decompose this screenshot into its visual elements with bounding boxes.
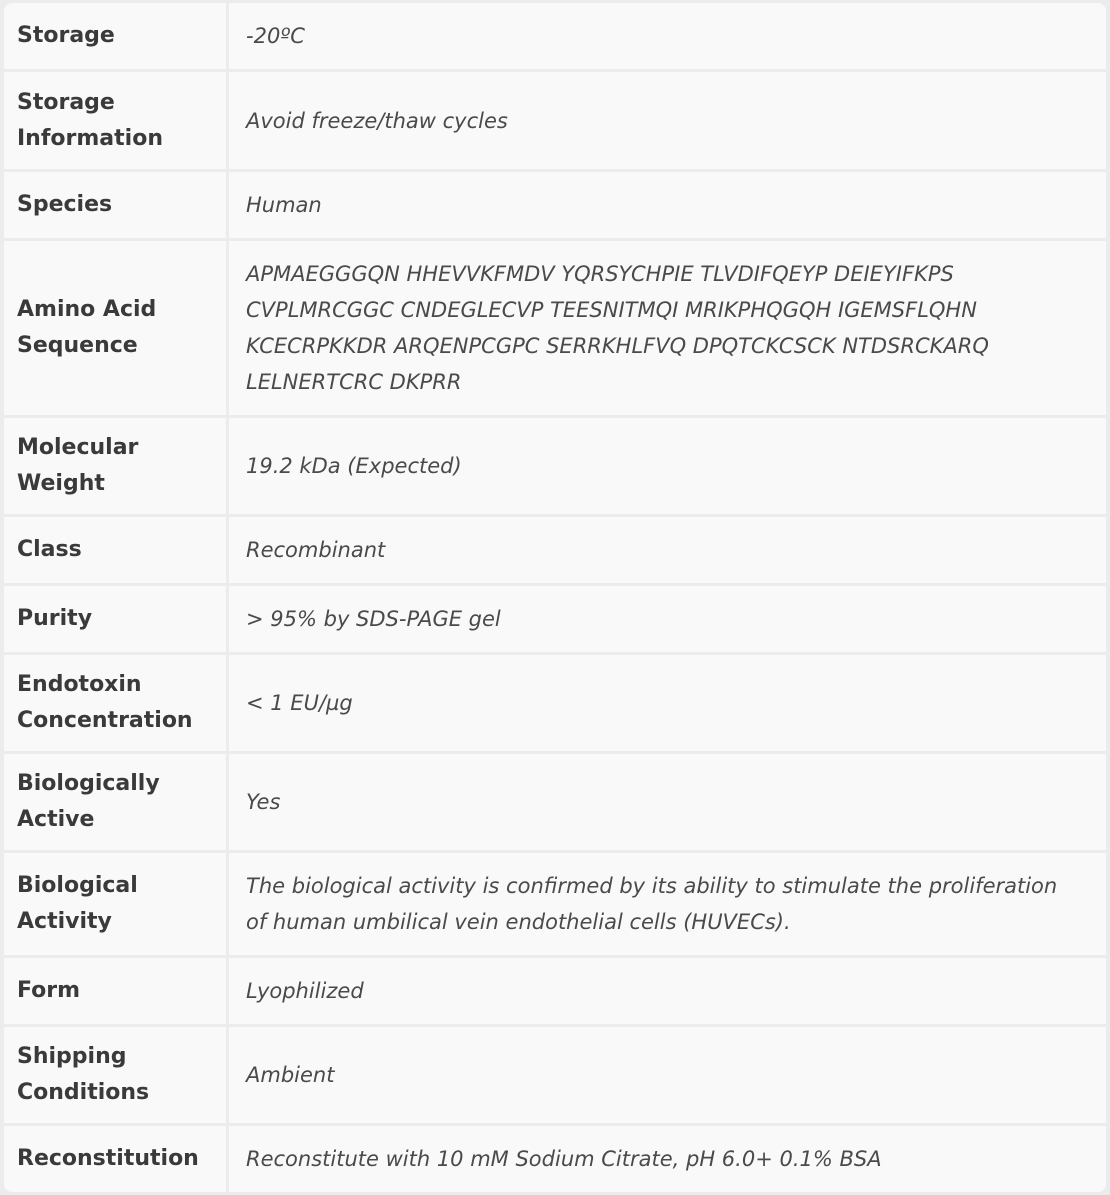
spec-value: > 95% by SDS-PAGE gel [229,586,1106,652]
spec-row-biologically-active [4,754,1106,850]
spec-row-purity [4,586,1106,652]
spec-value: 19.2 kDa (Expected) [229,418,1106,514]
spec-row-storage-information [4,72,1106,169]
spec-row-class [4,517,1106,583]
spec-label: Reconstitution [4,1126,229,1192]
spec-label: Class [4,517,229,583]
spec-label: Storage [4,3,229,69]
spec-value: Human [229,172,1106,238]
spec-value: Avoid freeze/thaw cycles [229,72,1106,169]
spec-row-amino-acid-sequence [4,241,1106,415]
spec-label: Species [4,172,229,238]
spec-value: < 1 EU/µg [229,655,1106,751]
spec-value: Recombinant [229,517,1106,583]
spec-label: Form [4,958,229,1024]
spec-row-shipping-conditions [4,1027,1106,1123]
product-spec-table [4,0,1106,1195]
spec-value: Yes [229,754,1106,850]
spec-label: Purity [4,586,229,652]
spec-label: Amino Acid Sequence [4,241,229,415]
spec-label: Shipping Conditions [4,1027,229,1123]
spec-value: Lyophilized [229,958,1106,1024]
spec-value: Ambient [229,1027,1106,1123]
spec-row-reconstitution [4,1126,1106,1192]
spec-row-biological-activity [4,853,1106,955]
spec-value: -20ºC [229,3,1106,69]
spec-label: Biologically Active [4,754,229,850]
spec-label: Molecular Weight [4,418,229,514]
spec-label: Biological Activity [4,853,229,955]
spec-row-molecular-weight [4,418,1106,514]
spec-label: Storage Information [4,72,229,169]
spec-row-species [4,172,1106,238]
spec-label: Endotoxin Concentration [4,655,229,751]
spec-value: Reconstitute with 10 mM Sodium Citrate, pH 6.0+ 0.1% BSA [229,1126,1106,1192]
spec-row-storage [4,3,1106,69]
spec-row-form [4,958,1106,1024]
spec-row-endotoxin-concentration [4,655,1106,751]
spec-value: APMAEGGGQN HHEVVKFMDV YQRSYCHPIE TLVDIFQEYP DEIEYIFKPS CVPLMRCGGC CNDEGLECVP TEESNITMQI MRIKPHQGQH IGEMSFLQHN KCECRPKKDR ARQENPCGPC SERRKHLFVQ DPQTCKCSCK NTDSRCKARQ LELNERTCRC DKPRR [229,241,1106,415]
spec-value: The biological activity is confirmed by its ability to stimulate the proliferation of human umbilical vein endothelial cells (HUVECs). [229,853,1106,955]
